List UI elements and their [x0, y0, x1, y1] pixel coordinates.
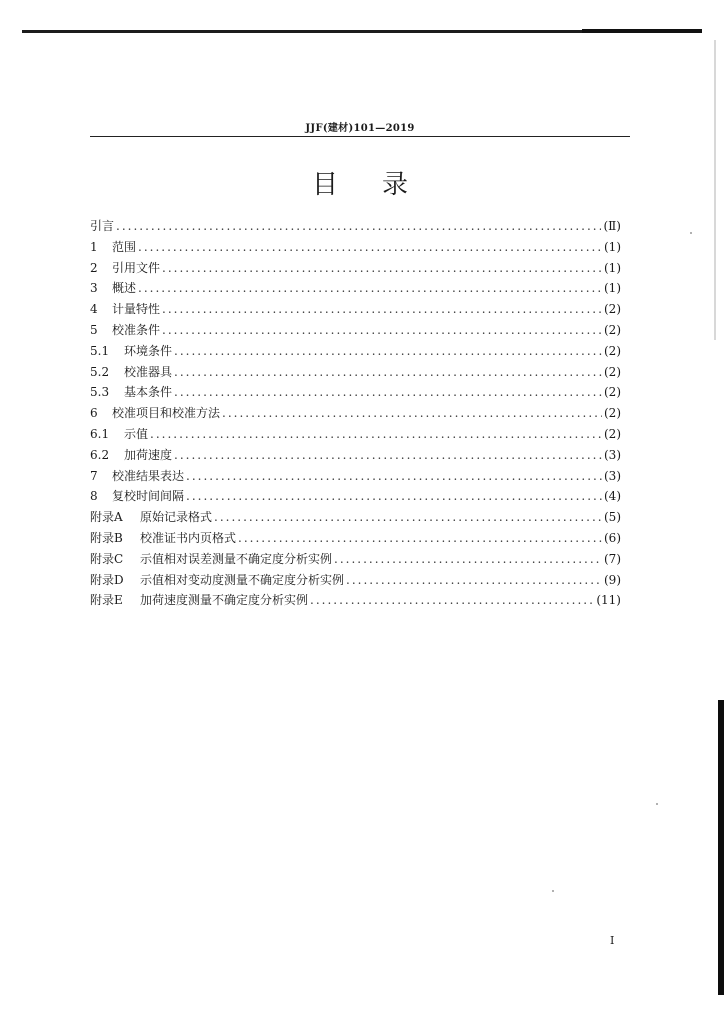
- toc-entry[interactable]: [90, 278, 621, 299]
- toc-entry-page: (2): [604, 385, 621, 400]
- toc-entry-label: 复校时间间隔: [112, 489, 185, 504]
- toc-entry-page: (6): [604, 530, 621, 545]
- scan-speck: [552, 890, 554, 892]
- toc-leader-dots: [150, 424, 602, 445]
- toc-entry-label: 加荷速度: [124, 447, 173, 462]
- toc-leader-dots: [310, 590, 594, 611]
- toc-entry-number: 2: [90, 260, 98, 275]
- toc-entry[interactable]: [90, 341, 621, 362]
- toc-entry-label: 校准器具: [124, 364, 173, 379]
- toc-entry-page: (5): [604, 510, 621, 525]
- toc-entry[interactable]: [90, 466, 621, 487]
- toc-entry-label: 示值相对变动度测量不确定度分析实例: [140, 572, 345, 587]
- page-title: 目录: [311, 170, 452, 200]
- toc-entry-page: (2): [604, 426, 621, 441]
- toc-entry-label: 引言: [90, 219, 115, 233]
- toc-entry-number: 5: [90, 322, 98, 337]
- toc-entry-page: (2): [604, 343, 621, 358]
- toc-entry-number: 附录D: [90, 572, 124, 587]
- toc-entry[interactable]: [90, 403, 621, 424]
- toc-entry-number: 3: [90, 281, 98, 296]
- toc-entry[interactable]: [90, 237, 621, 258]
- toc-entry-label: 概述: [112, 281, 137, 296]
- table-of-contents: [90, 216, 621, 611]
- toc-entry-page: (2): [604, 322, 621, 337]
- toc-entry-label: 示值: [124, 426, 149, 441]
- document-code: JJF(建材)101—2019: [305, 123, 415, 134]
- toc-entry-number: 附录E: [90, 593, 123, 608]
- toc-entry-page: (11): [596, 593, 621, 608]
- toc-entry-number: 6.2: [90, 447, 110, 462]
- toc-leader-dots: [116, 216, 601, 237]
- toc-entry[interactable]: [90, 258, 621, 279]
- toc-entry-label: 基本条件: [124, 385, 173, 400]
- toc-entry-number: 4: [90, 302, 98, 317]
- toc-entry[interactable]: [90, 507, 621, 528]
- toc-leader-dots: [186, 466, 602, 487]
- toc-entry[interactable]: [90, 362, 621, 383]
- toc-entry-page: (Ⅱ): [603, 219, 621, 233]
- toc-entry-page: (2): [604, 364, 621, 379]
- toc-leader-dots: [174, 362, 602, 383]
- toc-entry-page: (3): [604, 447, 621, 462]
- toc-entry-number: 6: [90, 406, 98, 421]
- toc-entry-number: 5.1: [90, 343, 110, 358]
- toc-entry-label: 校准证书内页格式: [140, 530, 237, 545]
- toc-entry-page: (1): [604, 239, 621, 254]
- toc-entry-page: (1): [604, 281, 621, 296]
- toc-entry-number: 5.3: [90, 385, 110, 400]
- toc-entry-number: 8: [90, 489, 98, 504]
- page-number: I: [610, 934, 615, 947]
- toc-entry-page: (2): [604, 406, 621, 421]
- toc-entry-number: 7: [90, 468, 98, 483]
- scan-edge-right-dark: [718, 700, 724, 995]
- toc-entry-number: 附录A: [90, 510, 123, 525]
- scan-edge-top: [22, 30, 702, 33]
- toc-entry-label: 加荷速度测量不确定度分析实例: [140, 593, 309, 608]
- toc-entry-page: (2): [604, 302, 621, 317]
- toc-entry-label: 校准结果表达: [112, 468, 185, 483]
- toc-leader-dots: [334, 549, 602, 570]
- toc-entry-page: (3): [604, 468, 621, 483]
- toc-entry[interactable]: [90, 445, 621, 466]
- toc-entry-label: 范围: [112, 239, 137, 254]
- toc-entry-page: (4): [604, 489, 621, 504]
- scan-speck: [690, 232, 692, 234]
- toc-entry[interactable]: [90, 528, 621, 549]
- toc-leader-dots: [162, 320, 602, 341]
- toc-entry[interactable]: [90, 570, 621, 591]
- toc-leader-dots: [214, 507, 602, 528]
- toc-entry-label: 校准项目和校准方法: [112, 406, 221, 421]
- toc-entry[interactable]: [90, 299, 621, 320]
- toc-entry-label: 校准条件: [112, 322, 161, 337]
- toc-leader-dots: [162, 299, 602, 320]
- toc-entry-page: (1): [604, 260, 621, 275]
- toc-entry-label: 示值相对误差测量不确定度分析实例: [140, 551, 333, 566]
- toc-leader-dots: [174, 445, 602, 466]
- toc-entry-label: 环境条件: [124, 343, 173, 358]
- toc-leader-dots: [138, 237, 602, 258]
- toc-entry-label: 计量特性: [112, 302, 161, 317]
- toc-entry[interactable]: [90, 320, 621, 341]
- toc-entry[interactable]: [90, 590, 621, 611]
- toc-leader-dots: [238, 528, 602, 549]
- toc-leader-dots: [174, 382, 602, 403]
- toc-entry[interactable]: [90, 216, 621, 237]
- toc-entry-label: 引用文件: [112, 260, 161, 275]
- toc-leader-dots: [174, 341, 602, 362]
- toc-entry[interactable]: [90, 424, 621, 445]
- toc-leader-dots: [162, 258, 602, 279]
- toc-entry-number: 1: [90, 239, 98, 254]
- toc-entry[interactable]: [90, 549, 621, 570]
- toc-entry[interactable]: [90, 382, 621, 403]
- toc-entry-number: 附录C: [90, 551, 124, 566]
- toc-leader-dots: [138, 278, 602, 299]
- scan-speck: [656, 803, 658, 805]
- toc-entry-number: 6.1: [90, 426, 110, 441]
- toc-leader-dots: [186, 486, 602, 507]
- header-rule: [90, 136, 630, 137]
- toc-entry-page: (9): [604, 572, 621, 587]
- toc-entry[interactable]: [90, 486, 621, 507]
- toc-entry-label: 原始记录格式: [140, 510, 213, 525]
- toc-leader-dots: [346, 570, 602, 591]
- toc-entry-number: 5.2: [90, 364, 110, 379]
- scan-edge-right: [714, 40, 716, 340]
- toc-leader-dots: [222, 403, 602, 424]
- toc-entry-page: (7): [604, 551, 621, 566]
- toc-entry-number: 附录B: [90, 530, 123, 545]
